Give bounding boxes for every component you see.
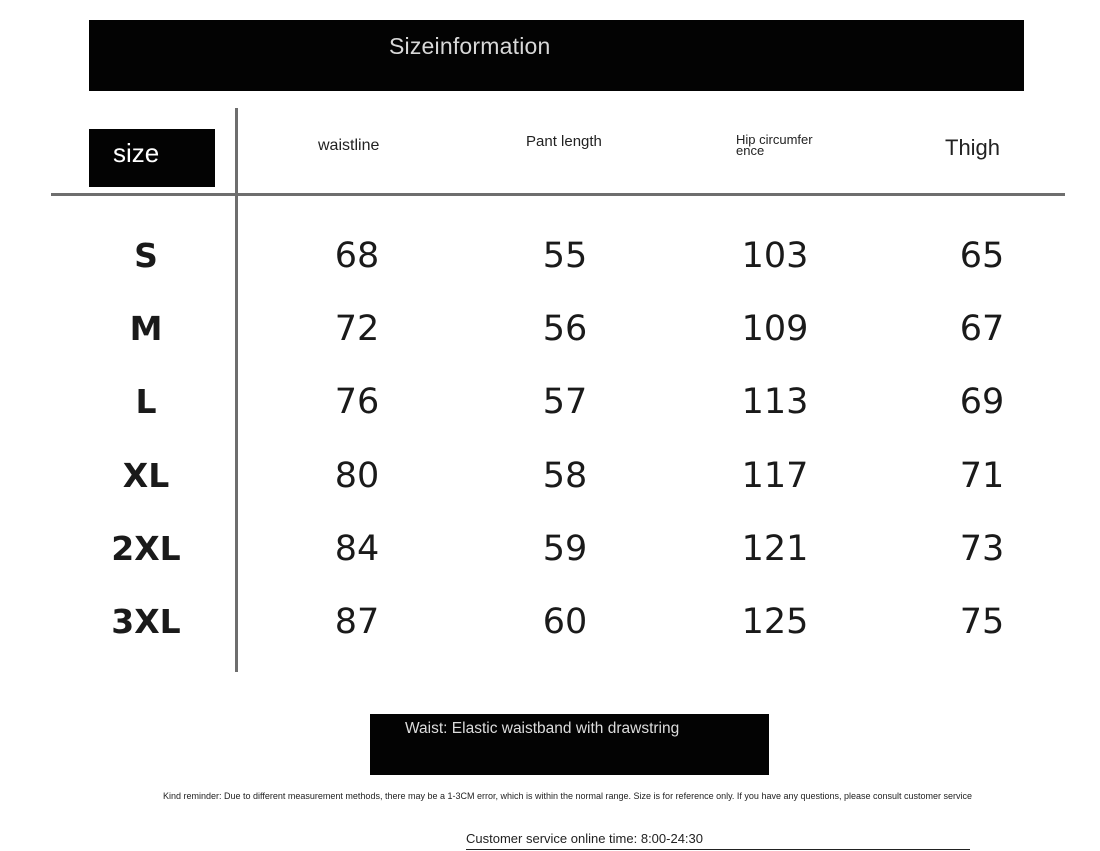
- column-header-thigh: Thigh: [945, 135, 1001, 160]
- table-cell-pant-length: 60: [542, 602, 588, 642]
- table-cell-thigh: 69: [959, 382, 1005, 423]
- table-cell-pant-length: 58: [542, 455, 588, 496]
- column-header-waistline: waistline: [318, 137, 380, 154]
- size-label: M: [129, 309, 163, 349]
- customer-service-time: Customer service online time: 8:00-24:30: [466, 831, 970, 850]
- table-cell-waistline: 72: [334, 309, 380, 350]
- table-cell-hip: 113: [741, 382, 809, 423]
- kind-reminder: Kind reminder: Due to different measurement methods, there may be a 1-3CM error, which is within the normal range. Size is for reference only. If you have any questions, please consult customer service: [163, 791, 973, 801]
- table-cell-pant-length: 55: [542, 236, 588, 276]
- table-cell-hip: 109: [741, 309, 809, 350]
- size-header-box: [89, 129, 215, 187]
- column-header-hip-circumference: Hip circumference: [736, 132, 813, 158]
- waist-note: Waist: Elastic waistband with drawstring: [405, 720, 680, 737]
- size-label: S: [134, 236, 158, 275]
- page-title: Sizeinformation: [389, 33, 551, 59]
- table-cell-pant-length: 59: [542, 528, 588, 569]
- table-cell-hip: 125: [741, 602, 809, 642]
- size-label: L: [135, 382, 157, 422]
- table-cell-thigh: 71: [959, 455, 1005, 496]
- table-cell-hip: 121: [741, 528, 809, 569]
- table-cell-thigh: 75: [959, 602, 1005, 642]
- table-cell-waistline: 87: [334, 602, 380, 642]
- table-cell-waistline: 76: [334, 382, 380, 423]
- horizontal-divider: [51, 193, 1065, 196]
- size-label: 3XL: [111, 602, 181, 641]
- table-cell-waistline: 84: [334, 528, 380, 569]
- table-cell-thigh: 67: [959, 309, 1005, 350]
- column-header-size: size: [113, 138, 160, 168]
- size-label: XL: [122, 455, 170, 495]
- table-cell-pant-length: 57: [542, 382, 588, 423]
- table-cell-thigh: 65: [959, 236, 1005, 276]
- table-cell-waistline: 68: [334, 236, 380, 276]
- table-cell-thigh: 73: [959, 528, 1005, 569]
- size-label: 2XL: [111, 528, 181, 568]
- table-cell-hip: 103: [741, 236, 809, 276]
- table-cell-hip: 117: [741, 455, 809, 496]
- column-header-pant-length: Pant length: [526, 133, 602, 150]
- table-cell-pant-length: 56: [542, 309, 588, 350]
- title-banner: [89, 20, 1024, 91]
- note-banner: [370, 714, 769, 775]
- table-cell-waistline: 80: [334, 455, 380, 496]
